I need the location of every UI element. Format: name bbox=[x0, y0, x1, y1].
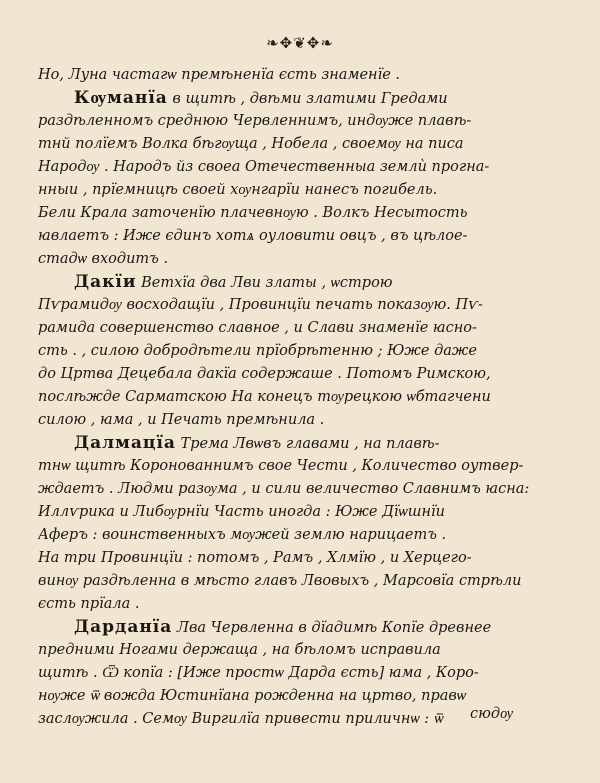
text-line bbox=[38, 501, 564, 524]
line-text: Трема Лвѡвъ главами , на плавѣ- bbox=[175, 436, 440, 452]
text-line bbox=[38, 87, 564, 110]
line-text: сть . , силою добродѣтели прїобрѣтенню ; Юже даже bbox=[38, 343, 477, 359]
line-text: На три Провинцїи : потомъ , Рамъ , Хлмїю , и Херцего- bbox=[38, 550, 472, 566]
text-line bbox=[38, 110, 564, 133]
line-text: Народѹ . Народъ йз своеа Отечественныа землѝ прогна- bbox=[38, 159, 490, 175]
text-line bbox=[38, 317, 564, 340]
text-line bbox=[38, 478, 564, 501]
text-line bbox=[38, 202, 564, 225]
header-ornament: ❧✥❦✥❧ bbox=[266, 34, 334, 52]
text-line bbox=[38, 455, 564, 478]
line-text: тнй полїемъ Волка бѣгѹща , Нобела , своемѹ на писа bbox=[38, 136, 464, 152]
line-text: єсть прїала . bbox=[38, 596, 140, 612]
text-line bbox=[38, 294, 564, 317]
line-text: ждаетъ . Людми разѹма , и сили величество Славнимъ ꙗсна: bbox=[38, 481, 530, 497]
text-body bbox=[38, 64, 564, 731]
line-text: винѹ раздѣленна в мѣсто главъ Лвовыхъ , Марсовїа стрѣли bbox=[38, 573, 522, 589]
line-text: раздѣленномъ среднюю Червленнимъ, индѹже плавѣ- bbox=[38, 113, 472, 129]
text-line bbox=[38, 593, 564, 616]
section-heading: Дакїи bbox=[74, 272, 137, 292]
line-text: в щитѣ , двѣми златими Гредами bbox=[167, 91, 448, 107]
line-text: Лва Червленна в дїадимѣ Копїе древнее bbox=[172, 620, 492, 636]
line-text: щитѣ . Ѿ копїа : [Иже простѡ Дарда єсть] ꙗма , Коро- bbox=[38, 665, 479, 681]
text-line bbox=[38, 662, 564, 685]
text-line bbox=[38, 248, 564, 271]
line-text: нныи , прїемницѣ своей хѹнгарїи нанесъ погибель. bbox=[38, 182, 438, 198]
text-line bbox=[38, 570, 564, 593]
line-text: Иллѵрика и Либѹрнїи Часть иногда : Юже Дїѡшнїи bbox=[38, 504, 446, 520]
text-line bbox=[38, 340, 564, 363]
line-text: Пѵрамидѹ восходащїи , Провинцїи печать показѹю. Пѵ- bbox=[38, 297, 483, 313]
text-line bbox=[38, 179, 564, 202]
line-text: заслѹжила . Семѹ Виргилїа привести приличнѡ : ѿ bbox=[38, 711, 444, 727]
text-line bbox=[38, 639, 564, 662]
text-line bbox=[38, 386, 564, 409]
line-text: Бели Крала заточенїю плачевнѹю . Волкъ Несытость bbox=[38, 205, 468, 221]
line-text: предними Ногами держаща , на бѣломъ исправила bbox=[38, 642, 441, 658]
text-line bbox=[38, 432, 564, 455]
line-text: Но, Луна частагѡ премѣненїа єсть знаменїе . bbox=[38, 67, 401, 83]
section-heading: Кѹманїа bbox=[74, 88, 168, 108]
text-line bbox=[38, 64, 564, 87]
text-line bbox=[38, 524, 564, 547]
line-text: Ветхїа два Лви златы , ѡстрою bbox=[136, 275, 393, 291]
section-heading: Далмацїа bbox=[74, 433, 176, 453]
line-text: рамида совершенство славное , и Слави знаменїе ꙗсно- bbox=[38, 320, 477, 336]
text-line bbox=[38, 363, 564, 386]
line-text: силою , ꙗма , и Печать премѣнила . bbox=[38, 412, 325, 428]
text-line bbox=[38, 133, 564, 156]
text-line bbox=[38, 685, 564, 708]
text-line bbox=[38, 225, 564, 248]
text-line bbox=[38, 616, 564, 639]
text-line bbox=[38, 271, 564, 294]
section-heading: Дарданїа bbox=[74, 617, 173, 637]
text-line bbox=[38, 409, 564, 432]
catchword: сюдѹ bbox=[470, 706, 513, 722]
text-line bbox=[38, 547, 564, 570]
line-text: тнѡ щитѣ Коронованнимъ свое Чести , Количество оутвер- bbox=[38, 458, 524, 474]
line-text: послѣжде Сарматскою На конецъ тѹрецкою ѡбтагчени bbox=[38, 389, 491, 405]
line-text: ꙗвлаетъ : Иже єдинъ хотѧ оуловити овцъ , въ цѣлое- bbox=[38, 228, 468, 244]
line-text: нѹже ѿ вожда Юстинїана рожденна на цртво, правѡ bbox=[38, 688, 467, 704]
line-text: Аферъ : воинственныхъ мѹжей землю нарицаетъ . bbox=[38, 527, 447, 543]
line-text: до Цртва Децебала дакїа содержаше . Потомъ Римскою, bbox=[38, 366, 491, 382]
text-line bbox=[38, 156, 564, 179]
line-text: стадѡ входитъ . bbox=[38, 251, 169, 267]
